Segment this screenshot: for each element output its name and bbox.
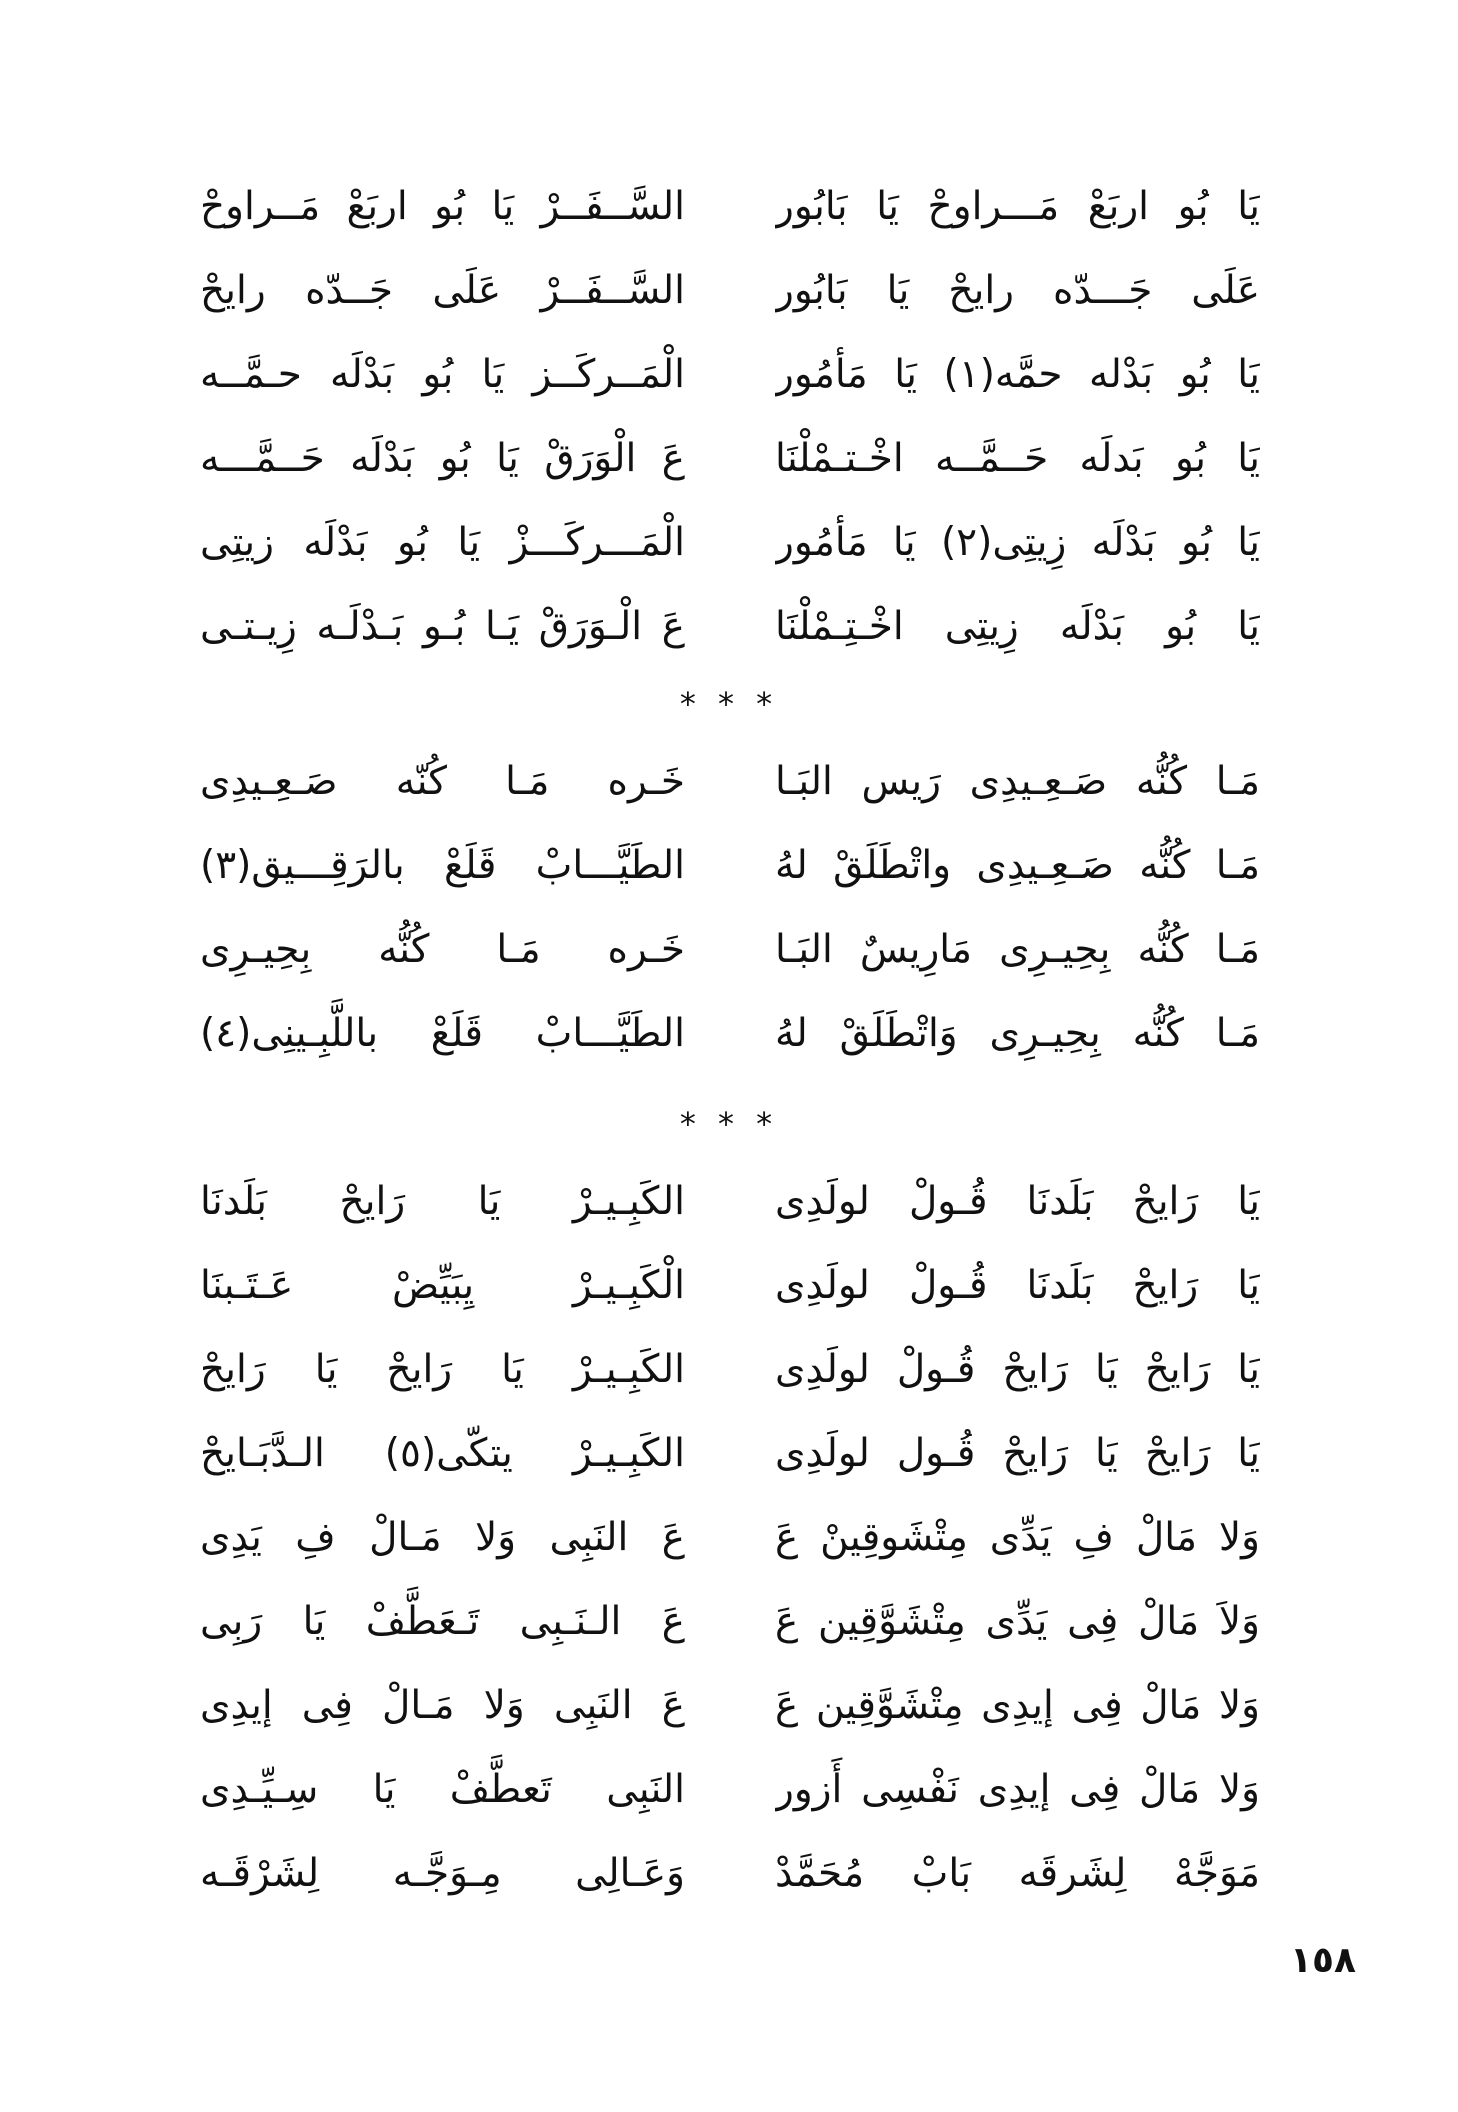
first-hemistich: يَا بُو بَدْله حمَّه(١) يَا مَأمُور xyxy=(775,352,1260,397)
second-hemistich: السَّــفَــرْ عَلَى جَــدّه رايحْ xyxy=(200,268,685,313)
second-hemistich: الكَبِـيـرْ يتكّى(٥) الـدَّبَـايحْ xyxy=(200,1431,685,1476)
first-hemistich: مَـا كُنُّه صَـعِـيدِى واتْطَلَقْ لهُ xyxy=(775,843,1260,888)
verse-line xyxy=(200,908,1260,992)
first-hemistich: يَا رَايحْ بَلَدنَا قُـولْ لولَدِى xyxy=(775,1179,1260,1224)
verse-line xyxy=(200,165,1260,249)
first-hemistich: يَا بُو اربَعْ مَـــراوحْ يَا بَابُور xyxy=(775,184,1260,229)
verse-line xyxy=(200,333,1260,417)
verse-line xyxy=(200,1160,1260,1244)
verse-line xyxy=(200,1580,1260,1664)
section-separator: * * * xyxy=(679,1105,779,1143)
second-hemistich: عَ الْوَرَقْ يَا بُو بَدْلَه حَــمَّـــه xyxy=(200,436,685,481)
second-hemistich: عَ النَبِى وَلا مَـالْ فِ يَدِى xyxy=(200,1515,685,1560)
verse-line xyxy=(200,1328,1260,1412)
verse-line xyxy=(200,249,1260,333)
verse-line xyxy=(200,992,1260,1076)
verse-line xyxy=(200,1496,1260,1580)
verse-line xyxy=(200,1664,1260,1748)
section-separator: * * * xyxy=(679,685,779,723)
verse-line xyxy=(200,1832,1260,1916)
stanza-2 xyxy=(200,740,1260,1076)
second-hemistich: خَـره مَـا كُنّه صَـعِـيدِى xyxy=(200,759,685,804)
first-hemistich: مَـا كُنُّه بِحِيـرِى مَارِيسٌ البَـا xyxy=(775,927,1260,972)
first-hemistich: يَا رَايحْ يَا رَايحْ قُـولْ لولَدِى xyxy=(775,1347,1260,1392)
second-hemistich: السَّــفَــرْ يَا بُو اربَعْ مَــراوحْ xyxy=(200,184,685,229)
second-hemistich: عَ الْـوَرَقْ يَـا بُـو بَـدْلَـه زِيـتـى xyxy=(200,604,685,649)
first-hemistich: وَلاَ مَالْ فِى يَدِّى مِتْشَوَّقِين عَ xyxy=(775,1599,1260,1644)
second-hemistich: الْمَـــركَـــزْ يَا بُو بَدْلَه زيتِى xyxy=(200,520,685,565)
first-hemistich: يَا بُو بَدْلَه زِيتِى اخْـتِـمْلْنَا xyxy=(775,604,1260,649)
verse-line xyxy=(200,1748,1260,1832)
first-hemistich: وَلا مَالْ فِى إيدِى نَفْسِى أَزور xyxy=(775,1767,1260,1812)
second-hemistich: الكَبِـيـرْ يَا رَايحْ يَا رَايحْ xyxy=(200,1347,685,1392)
first-hemistich: عَلَى جَـــدّه رايحْ يَا بَابُور xyxy=(775,268,1260,313)
second-hemistich: عَ النَبِى وَلا مَـالْ فِى إيدِى xyxy=(200,1683,685,1728)
first-hemistich: مَـا كُنُّه صَـعِـيدِى رَيس البَـا xyxy=(775,759,1260,804)
second-hemistich: الكَبِـيـرْ يَا رَايحْ بَلَدنَا xyxy=(200,1179,685,1224)
verse-line xyxy=(200,1244,1260,1328)
second-hemistich: الْمَــركَــز يَا بُو بَدْلَه حـمَّــه xyxy=(200,352,685,397)
second-hemistich: عَ الـنَـبِى تَـعَطَّفْ يَا رَبِى xyxy=(200,1599,685,1644)
second-hemistich: خَـره مَـا كُنُّه بِحِيـرِى xyxy=(200,927,685,972)
first-hemistich: يَا بُو بَدْلَه زِيتِى(٢) يَا مَأمُور xyxy=(775,520,1260,565)
verse-line xyxy=(200,585,1260,669)
first-hemistich: يَا رَايحْ يَا رَايحْ قُـول لولَدِى xyxy=(775,1431,1260,1476)
stanza-3 xyxy=(200,1160,1260,1916)
second-hemistich: وَعَـالِى مِـوَجَّـه لِشَرْقَـه xyxy=(200,1851,685,1896)
second-hemistich: الْكَبِـيـرْ يِبَيِّضْ عَـتَـبنَا xyxy=(200,1263,685,1308)
first-hemistich: يَا بُو بَدلَه حَــمَّــه اخْـتـمْلْنَا xyxy=(775,436,1260,481)
verse-line xyxy=(200,1412,1260,1496)
second-hemistich: الطَيَّـــابْ قَلَعْ باللَّبِـينِى(٤) xyxy=(200,1011,685,1056)
first-hemistich: مَـا كُنُّه بِحِيـرِى وَاتْطَلَقْ لهُ xyxy=(775,1011,1260,1056)
stanza-1 xyxy=(200,165,1260,669)
first-hemistich: وَلا مَالْ فِى إيدِى مِتْشَوَّقِين عَ xyxy=(775,1683,1260,1728)
verse-line xyxy=(200,740,1260,824)
second-hemistich: الطَيَّـــابْ قَلَعْ بالرَقِـــيق(٣) xyxy=(200,843,685,888)
verse-line xyxy=(200,501,1260,585)
first-hemistich: وَلا مَالْ فِ يَدِّى مِتْشَوقِينْ عَ xyxy=(775,1515,1260,1560)
verse-line xyxy=(200,417,1260,501)
page-number: ١٥٨ xyxy=(1290,1940,1356,1981)
second-hemistich: النَبِى تَعطَّفْ يَا سِـيِّـدِى xyxy=(200,1767,685,1812)
first-hemistich: يَا رَايحْ بَلَدنَا قُـولْ لولَدِى xyxy=(775,1263,1260,1308)
first-hemistich: مَوَجَّهْ لِشَرقَه بَابْ مُحَمَّدْ xyxy=(775,1851,1260,1896)
verse-line xyxy=(200,824,1260,908)
